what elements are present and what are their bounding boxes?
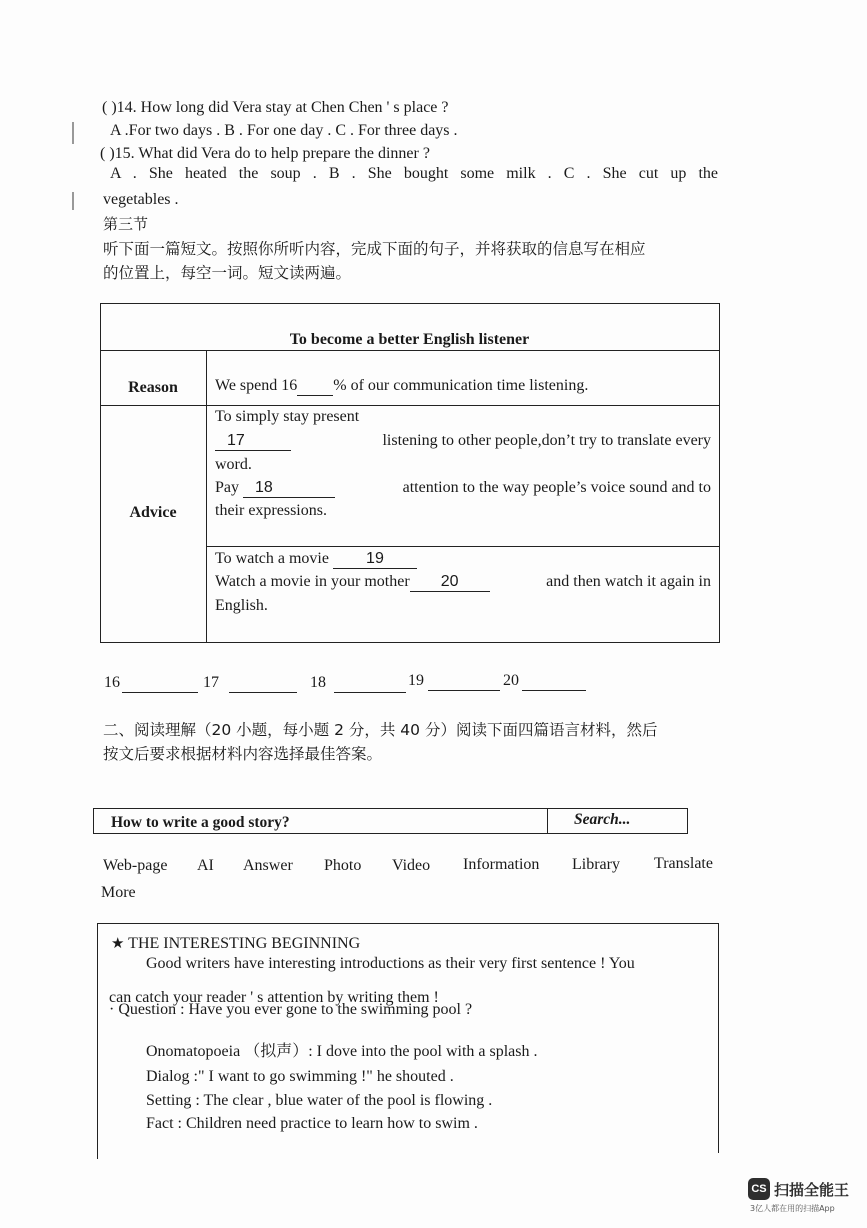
scan-mark xyxy=(72,122,74,144)
answer-number-19: 19 xyxy=(408,672,424,689)
answer-blank-19[interactable] xyxy=(428,672,500,691)
article-onomatopoeia: Onomatopoeia （拟声）: I dove into the pool with a splash . xyxy=(146,1043,538,1060)
section-3-instruction-line2: 的位置上，每空一词。短文读两遍。 xyxy=(103,264,352,282)
watermark-tagline: 3亿人都在用的扫描App xyxy=(750,1204,835,1213)
advice-1-line1: 17 listening to other people,don’t try to translate every xyxy=(215,432,711,451)
reason-label: Reason xyxy=(128,379,178,396)
advice-label: Advice xyxy=(129,504,177,521)
question-15-options-line1: A . She heated the soup . B . She bought some milk . C . She cut up the xyxy=(110,165,718,182)
answer-blank-16[interactable] xyxy=(122,674,198,693)
advice-1-line2: word. xyxy=(215,456,252,473)
camscanner-icon: CS xyxy=(748,1178,770,1200)
answer-number-18: 18 xyxy=(310,674,326,691)
advice-2-line3: English. xyxy=(215,597,268,614)
blank-19: 19 xyxy=(333,550,417,569)
nav-ai[interactable]: AI xyxy=(197,857,214,874)
table-title: To become a better English listener xyxy=(289,331,530,348)
blank-20: 20 xyxy=(410,573,490,592)
nav-translate[interactable]: Translate xyxy=(654,855,713,872)
scanner-watermark xyxy=(748,1178,849,1200)
star-icon: ★ xyxy=(111,934,125,952)
nav-more[interactable]: More xyxy=(101,884,136,901)
nav-webpage[interactable]: Web-page xyxy=(103,857,168,874)
answer-number-20: 20 xyxy=(503,672,519,689)
nav-photo[interactable]: Photo xyxy=(324,857,362,874)
search-button[interactable]: Search... xyxy=(574,811,631,828)
advice-1-heading: To simply stay present xyxy=(215,408,360,425)
nav-answer[interactable]: Answer xyxy=(243,857,293,874)
article-question: · Question : Have you ever gone to the swimming pool ? xyxy=(109,1001,473,1018)
part-2-instruction-line2: 按文后要求根据材料内容选择最佳答案。 xyxy=(103,745,383,763)
part-2-instruction-line1: 二、阅读理解（20 小题，每小题 2 分，共 40 分）阅读下面四篇语言材料，然后 xyxy=(103,721,658,739)
answer-number-16: 16 xyxy=(104,674,120,691)
blank-17: 17 xyxy=(215,432,291,451)
section-3-title: 第三节 xyxy=(103,215,149,233)
advice-2-line2: Watch a movie in your mother 20 and then watch it again in xyxy=(215,573,711,590)
nav-video[interactable]: Video xyxy=(392,857,431,874)
answer-blank-18[interactable] xyxy=(334,674,406,693)
scan-mark xyxy=(72,192,74,210)
question-14-stem: ( )14. How long did Vera stay at Chen Chen ' s place ? xyxy=(102,99,449,116)
article-dialog: Dialog :" I want to go swimming !" he shouted . xyxy=(146,1068,454,1085)
reason-text: We spend 16 % of our communication time listening. xyxy=(215,377,589,394)
nav-library[interactable]: Library xyxy=(572,856,620,873)
article-setting: Setting : The clear , blue water of the pool is flowing . xyxy=(146,1092,493,1109)
section-3-instruction-line1: 听下面一篇短文。按照你所听内容，完成下面的句子，并将获取的信息写在相应 xyxy=(103,240,646,258)
question-15-stem: ( )15. What did Vera do to help prepare the dinner ? xyxy=(100,145,430,162)
advice-1-line4: their expressions. xyxy=(215,502,327,519)
search-input[interactable]: How to write a good story? xyxy=(111,814,290,831)
watermark-name: 扫描全能王 xyxy=(774,1180,850,1199)
answer-blank-20[interactable] xyxy=(522,672,586,691)
answer-blank-17[interactable] xyxy=(229,674,297,693)
answer-number-17: 17 xyxy=(203,674,219,691)
advice-1-line3: Pay 18 attention to the way people’s voice sound and to xyxy=(215,479,711,496)
nav-information[interactable]: Information xyxy=(463,856,540,873)
article-fact: Fact : Children need practice to learn how to swim . xyxy=(146,1115,478,1132)
article-heading: ★ THE INTERESTING BEGINNING xyxy=(111,934,361,952)
article-intro-line1: Good writers have interesting introductions as their very first sentence ! You xyxy=(146,955,635,972)
advice-2-heading: To watch a movie 19 xyxy=(215,550,417,569)
question-15-options-line2: vegetables . xyxy=(103,191,179,208)
question-14-options: A .For two days . B . For one day . C . For three days . xyxy=(110,122,458,139)
article-intro-line2: can catch your reader ' s attention by writing them ! xyxy=(109,989,439,1006)
blank-18: 18 xyxy=(243,479,335,498)
